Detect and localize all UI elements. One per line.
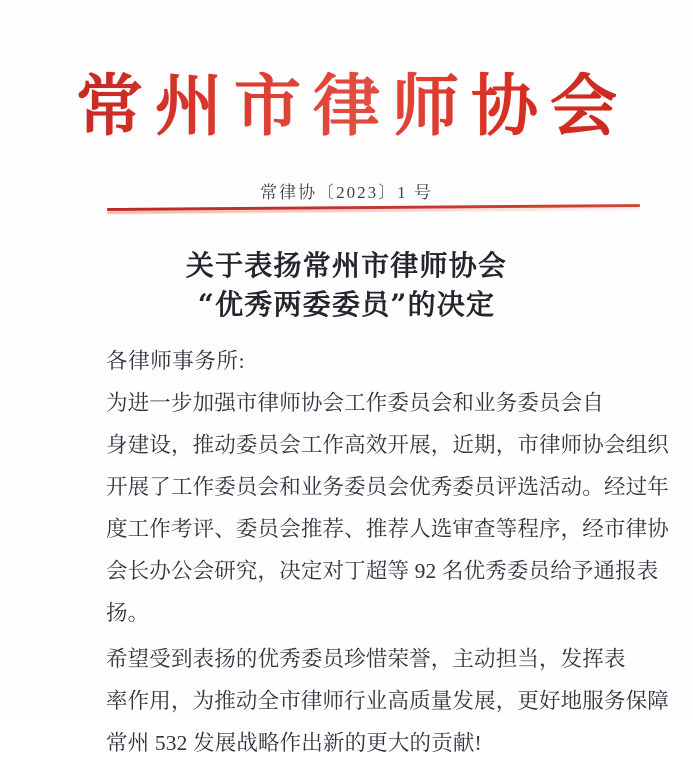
document-title-line-1: 关于表扬常州市律师协会 (185, 249, 508, 282)
paragraph-1-line-3: 开展了工作委员会和业务委员会优秀委员评选活动。经过年 (106, 475, 669, 499)
paragraph-2 (106, 638, 669, 764)
letterhead (0, 66, 693, 145)
paragraph-1-line-5: 会长办公会研究，决定对丁超等 92 名优秀委员给予通报表 (106, 559, 659, 583)
paragraph-1-line-1 (106, 382, 603, 424)
paragraph-1-line-4: 度工作考评、委员会推荐、推荐人选审查等程序，经市律协 (106, 517, 669, 541)
paragraph-2-line-2: 率作用，为推动全市律师行业高质量发展，更好地服务保障 (106, 689, 669, 713)
paragraph-1 (106, 382, 669, 634)
header-divider (0, 200, 693, 220)
paragraph-1-line-1-text: 为进一步加强市律师协会工作委员会和业务委员会自 (106, 391, 604, 415)
document-body (106, 342, 669, 764)
paragraph-1-line-2: 身建设，推动委员会工作高效开展，近期，市律师协会组织 (106, 433, 669, 457)
document-serial-number: 常律协〔2023〕1 号 (260, 183, 433, 202)
paragraph-2-line-1 (106, 638, 626, 680)
document-title (0, 246, 693, 324)
salutation: 各律师事务所: (106, 349, 246, 373)
paragraph-1-line-6: 扬。 (106, 601, 150, 625)
paragraph-2-line-3: 常州 532 发展战略作出新的更大的贡献! (106, 731, 482, 755)
document-title-line-2: “优秀两委委员”的决定 (197, 288, 496, 321)
organization-name: 常州市律师协会 (64, 72, 629, 139)
paragraph-2-line-1-text: 希望受到表扬的优秀委员珍惜荣誉，主动担当，发挥表 (106, 647, 626, 671)
